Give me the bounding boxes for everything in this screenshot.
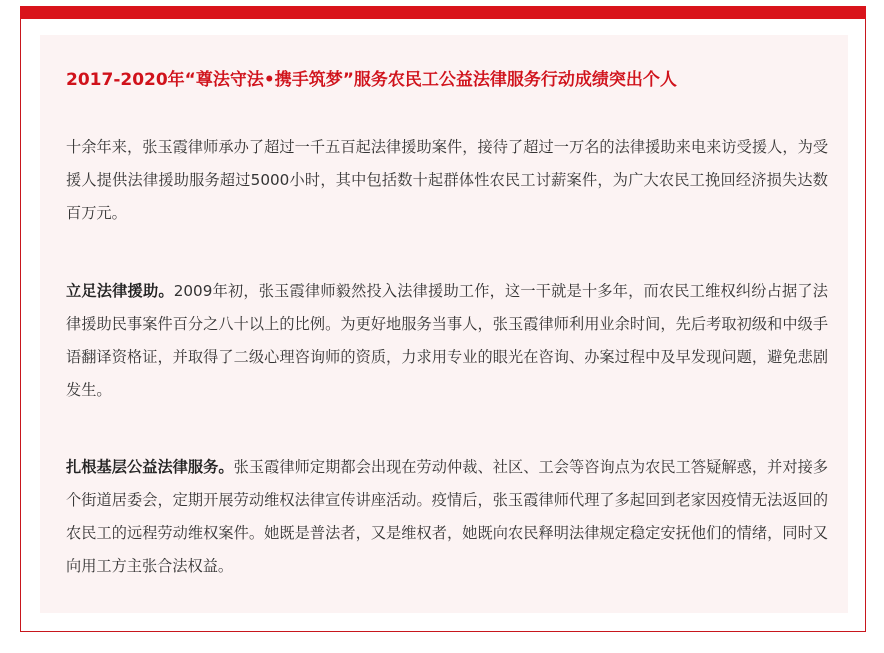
paragraph-grassroots — [66, 451, 828, 583]
top-accent-bar — [20, 6, 866, 19]
paragraph-legal-aid-text: 2009年初，张玉霞律师毅然投入法律援助工作，这一干就是十多年，而农民工维权纠纷占据了法律援助民事案件百分之八十以上的比例。为更好地服务当事人，张玉霞律师利用业余时间，先后考取初级和中级手语翻译资格证，并取得了二级心理咨询师的资质，力求用专业的眼光在咨询、办案过程中及早发现问题，避免悲剧发生。 — [66, 282, 828, 399]
paragraph-intro — [66, 131, 828, 230]
paragraph-legal-aid — [66, 275, 828, 407]
paragraph-grassroots-text: 张玉霞律师定期都会出现在劳动仲裁、社区、工会等咨询点为农民工答疑解惑，并对接多个街道居委会，定期开展劳动维权法律宣传讲座活动。疫情后，张玉霞律师代理了多起回到老家因疫情无法返回的农民工的远程劳动维权案件。她既是普法者，又是维权者，她既向农民释明法律规定稳定安抚他们的情绪，同时又向用工方主张合法权益。 — [66, 458, 829, 575]
paragraph-grassroots-lead: 扎根基层公益法律服务。 — [66, 458, 234, 476]
article-title: 2017-2020年“尊法守法•携手筑梦”服务农民工公益法律服务行动成绩突出个人 — [66, 70, 677, 90]
paragraph-legal-aid-lead: 立足法律援助。 — [66, 282, 174, 300]
paragraph-intro-text: 十余年来，张玉霞律师承办了超过一千五百起法律援助案件，接待了超过一万名的法律援助来电来访受援人，为受援人提供法律援助服务超过5000小时，其中包括数十起群体性农民工讨薪案件，为广大农民工挽回经济损失达数百万元。 — [66, 138, 828, 222]
